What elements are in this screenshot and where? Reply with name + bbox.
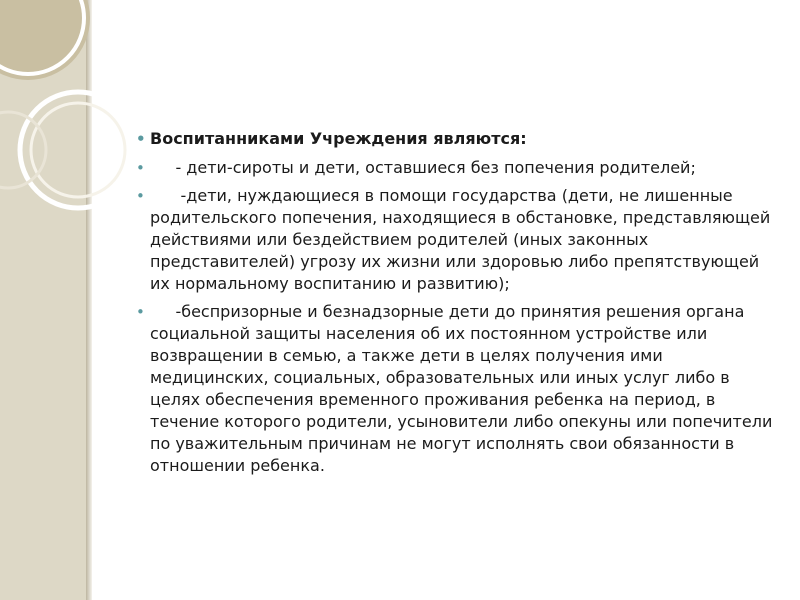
bullet-icon: • [136,130,146,148]
list-item [136,157,776,179]
list-item-text: -беспризорные и безнадзорные дети до принятия решения органа социальной защиты населения об их постоянном устройстве или возвращении в семью, а также дети в целях получения ими медицинских, социальных, образовательных или иных услуг либо в целях обеспечения временного проживания ребенка на период, в течение которого родители, усыновители либо опекуны или попечители по уважительным причинам не могут исполнять свои обязанности в отношении ребенка. [150,302,778,475]
list-item-text: -дети, нуждающиеся в помощи государства (дети, не лишенные родительского попечения, находящиеся в обстановке, представляющей действиями или бездействием родителей (иных законных представителей) угрозу их жизни или здоровью либо препятствующей их нормальному воспитанию и развитию); [150,186,776,293]
list-item [136,301,776,477]
heading-text: Воспитанниками Учреждения являются: [150,129,527,148]
bullet-icon: • [136,303,145,321]
bullet-icon: • [136,187,145,205]
decorative-ring-large [20,92,136,208]
decorative-blob [0,0,90,80]
list-item [136,185,776,295]
slide-body [136,128,776,483]
list-item-text: - дети-сироты и дети, оставшиеся без попечения родителей; [150,158,696,177]
bullet-icon: • [136,159,145,177]
list-heading [136,128,776,150]
